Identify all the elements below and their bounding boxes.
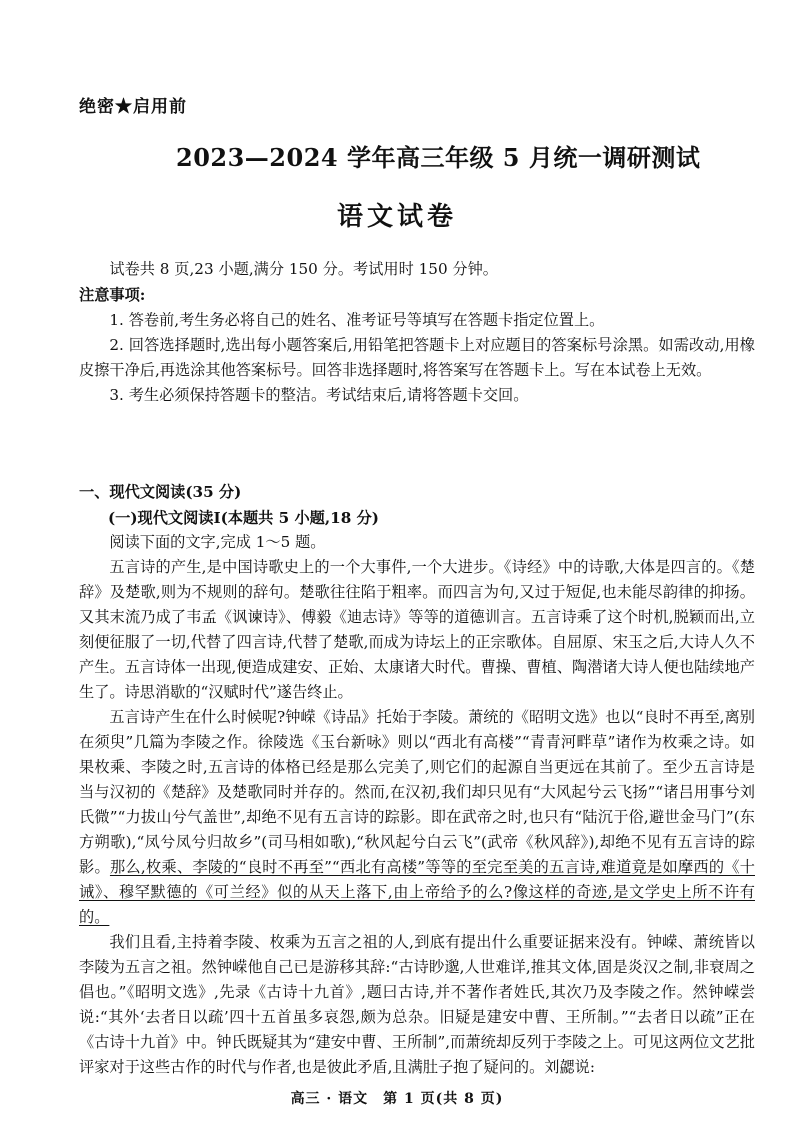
exam-intro xyxy=(79,257,755,282)
page-footer: 高三 · 语文 第 1 页(共 8 页) xyxy=(290,1091,504,1107)
confidential-label: 绝密★启用前 xyxy=(79,97,187,117)
instruction-text: 阅读下面的文字,完成 1～5 题。 xyxy=(109,533,326,551)
passage-paragraph-2 xyxy=(79,705,755,930)
subsection-title: (一)现代文阅读Ⅰ(本题共 5 小题,18 分) xyxy=(108,509,379,527)
notice-item: 2. 回答选择题时,选出每小题答案后,用铅笔把答题卡上对应题目的答案标号涂黑。如需改动,用橡皮擦干净后,再选涂其他答案标号。回答非选择题时,将答案写在答题卡上。写在本试卷上无效。 xyxy=(79,336,755,379)
exam-subject-title: 语文试卷 xyxy=(336,202,457,232)
subsection xyxy=(79,481,755,531)
notice-heading: 注意事项: xyxy=(79,286,146,304)
intro-text: 试卷共 8 页,23 小题,满分 150 分。考试用时 150 分钟。 xyxy=(109,260,498,278)
notice-item: 1. 答卷前,考生务必将自己的姓名、准考证号等填写在答题卡指定位置上。 xyxy=(109,311,605,329)
reading-passage xyxy=(79,555,755,1080)
passage-paragraph-1: 五言诗的产生,是中国诗歌史上的一个大事件,一个大进步。《诗经》中的诗歌,大体是四言的。《楚辞》及楚歌,则为不规则的辞句。楚歌往往陷于粗率。而四言为句,又过于短促,也未能尽韵律的抑扬。又其末流乃成了韦孟《讽谏诗》、傅毅《迪志诗》等等的道德训言。五言诗乘了这个时机,脱颖而出,立刻便征服了一切,代替了四言诗,代替了楚歌,而成为诗坛上的正宗歌体。自屈原、宋玉之后,大诗人久不产生。五言诗体一出现,便造成建安、正始、太康诸大时代。曹操、曹植、陶潜诸大诗人便也陆续地产生了。诗思消歇的“汉赋时代”遂告终止。 xyxy=(79,558,755,701)
paragraph-2-text: 五言诗产生在什么时候呢?钟嵘《诗品》托始于李陵。萧统的《昭明文选》也以“良时不再至,离别在须臾”几篇为李陵之作。徐陵选《玉台新咏》则以“西北有高楼”“青青河畔草”诸作为枚乘之诗。如果枚乘、李陵之时,五言诗的体格已经是那么完美了,则它们的起源自当更远在其前了。至少五言诗是当与汉初的《楚辞》及楚歌同时并存的。然而,在汉初,我们却只见有“大风起兮云飞扬”“诸吕用事兮刘氏微”“力拔山兮气盖世”,却绝不见有五言诗的踪影。即在武帝之时,也只有“陆沉于俗,避世金马门”(东方朔歌),“凤兮凤兮归故乡”(司马相如歌),“秋风起兮白云飞”(武帝《秋风辞》),却绝不见有五言诗的踪影。 xyxy=(79,708,755,876)
notice-item: 3. 考生必须保持答题卡的整洁。考试结束后,请将答题卡交回。 xyxy=(109,386,529,404)
notice-list xyxy=(79,308,755,408)
instruction xyxy=(79,530,755,555)
underlined-sentence: 那么,枚乘、李陵的“良时不再至”“西北有高楼”等等的至完至美的五言诗,难道竟是如摩西的《十诫》、穆罕默德的《可兰经》似的从天上落下,由上帝给予的么?像这样的奇迹,是文学史上所不许有的。 xyxy=(79,858,755,926)
exam-title: 2023—2024 学年高三年级 5 月统一调研测试 xyxy=(176,143,701,172)
passage-paragraph-3: 我们且看,主持着李陵、枚乘为五言之祖的人,到底有提出什么重要证据来没有。钟嵘、萧统皆以李陵为五言之祖。然钟嵘他自己已是游移其辞:“古诗眇邈,人世难详,推其文体,固是炎汉之制,非衰周之倡也。”《昭明文选》,先录《古诗十九首》,题曰古诗,并不著作者姓氏,其次乃及李陵之作。然钟嵘尝说:“其外‘去者日以疏’四十五首虽多哀怨,颇为总杂。旧疑是建安中曹、王所制。”“去者日以疏”正在《古诗十九首》中。钟氏既疑其为“建安中曹、王所制”,而萧统却反列于李陵之上。可见这两位文艺批评家对于这些古作的时代与作者,也是彼此矛盾,且满肚子抱了疑问的。刘勰说: xyxy=(79,933,755,1076)
section-title: 一、现代文阅读(35 分) xyxy=(79,483,242,501)
